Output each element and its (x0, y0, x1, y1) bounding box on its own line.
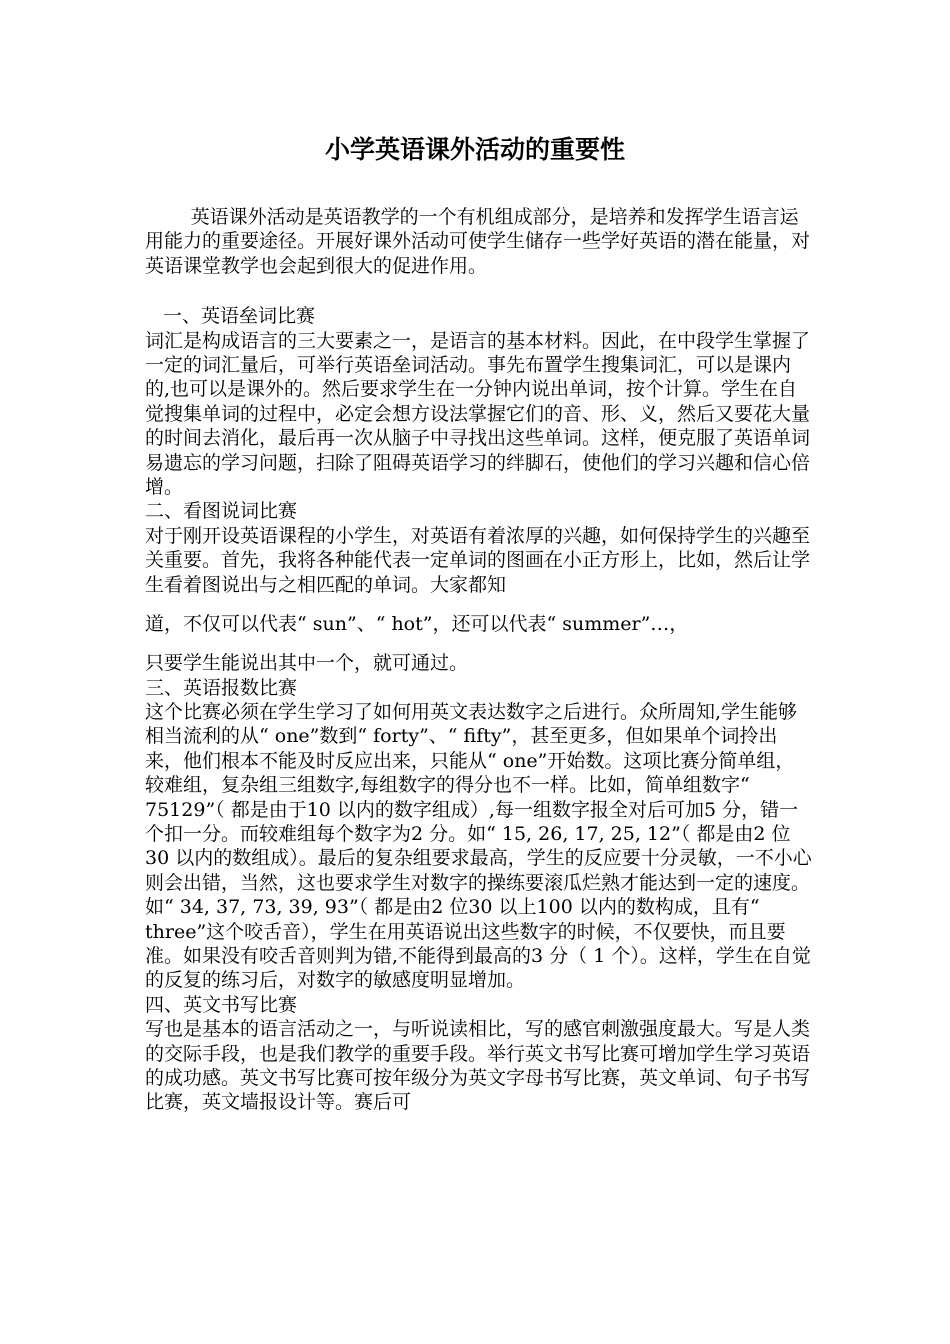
section-heading-4: 四、英文书写比赛 (145, 993, 298, 1016)
section-body-4: 写也是基本的语言活动之一，与听说读相比，写的感官刺激强度最大。写是人类的交际手段，也是我们教学的重要手段。举行英文书写比赛可增加学生学习英语的成功感。英文书写比赛可按年级分为英文字母书写比赛，英文单词、句子书写比赛，英文墙报设计等。赛后可 (145, 1018, 811, 1114)
section-heading-2: 二、看图说词比赛 (145, 500, 298, 523)
section-body-2-part-2: 道，不仅可以代表“ sun”、“ hot”，还可以代表“ summer”…， (145, 613, 689, 636)
section-heading-3: 三、英语报数比赛 (145, 676, 298, 699)
section-body-2-part-1: 对于刚开设英语课程的小学生，对英语有着浓厚的兴趣，如何保持学生的兴趣至关重要。首先，我将各种能代表一定单词的图画在小正方形上，比如，然后让学生看着图说出与之相匹配的单词。大家都知 (145, 524, 811, 596)
document-title: 小学英语课外活动的重要性 (324, 135, 625, 164)
section-body-2-part-3: 只要学生能说出其中一个，就可通过。 (145, 652, 469, 675)
section-body-1: 词汇是构成语言的三大要素之一，是语言的基本材料。因此，在中段学生掌握了一定的词汇量后，可举行英语垒词活动。事先布置学生搜集词汇，可以是课内的,也可以是课外的。然后要求学生在一分钟内说出单词，按个计算。学生在自觉搜集单词的过程中，必定会想方设法掌握它们的音、形、义，然后又要花大量的时间去消化，最后再一次从脑子中寻找出这些单词。这样，便克服了英语单词易遗忘的学习问题，扫除了阻碍英语学习的绊脚石，使他们的学习兴趣和信心倍增。 (145, 329, 811, 499)
paragraph-spacer (145, 278, 813, 304)
document-body (145, 205, 813, 1115)
section-body-3: 这个比赛必须在学生学习了如何用英文表达数字之后进行。众所周知,学生能够相当流利的从“ one”数到“ forty”、“ fifty”，甚至更多，但如果单个词拎出来，他们根本不能及时反应出来，只能从“ one”开始数。这项比赛分简单组，较难组，复杂组三组数字,每组数字的得分也不一样。比如，简单组数字“ 75129”（ 都是由于10 以内的数字组成）,每一组数字报全对后可加5 分，错一个扣一分。而较难组每个数字为2 分。如“ 15, 26, 17, 25, 12”（ 都是由2 位30 以内的数组成）。最后的复杂组要求最高，学生的反应要十分灵敏，一不小心则会出错，当然，这也要求学生对数字的操练要滚瓜烂熟才能达到一定的速度。如“ 34, 37, 73, 39, 93”（ 都是由2 位30 以上100 以内的数构成，且有“ three”这个咬舌音），学生在用英语说出这些数字的时候，不仅要快，而且要准。如果没有咬舌音则判为错,不能得到最高的3 分（ 1 个）。这样，学生在自觉的反复的练习后，对数字的敏感度明显增加。 (145, 700, 812, 992)
intro-paragraph: 英语课外活动是英语教学的一个有机组成部分，是培养和发挥学生语言运用能力的重要途径。开展好课外活动可使学生储存一些学好英语的潜在能量，对英语课堂教学也会起到很大的促进作用。 (145, 206, 811, 277)
section-heading-1: 一、英语垒词比赛 (163, 305, 316, 328)
